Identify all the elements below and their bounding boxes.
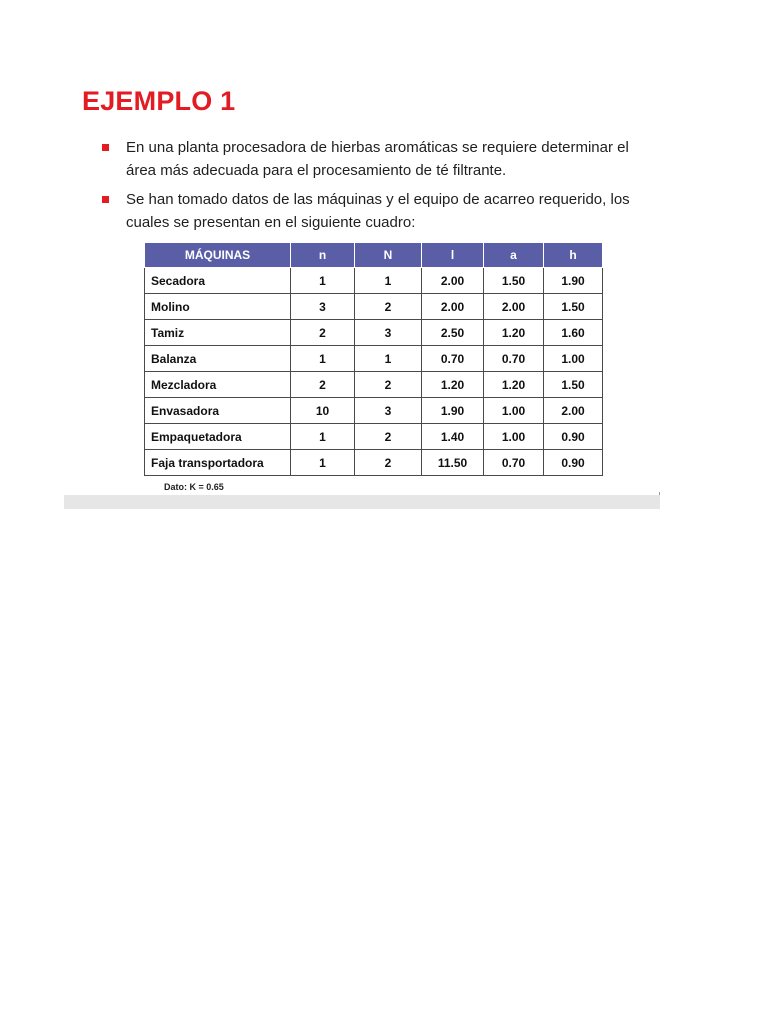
- machine-name-cell: Molino: [145, 294, 291, 320]
- table-cell: 0.90: [544, 450, 603, 476]
- column-header: N: [355, 243, 422, 268]
- bullet-text: Se han tomado datos de las máquinas y el equipo de acarreo requerido, los cuales se presentan en el siguiente cuadro:: [126, 191, 630, 231]
- table-cell: 1: [291, 450, 355, 476]
- table-cell: 1.50: [484, 268, 544, 294]
- slide: [64, 60, 660, 510]
- table-cell: 1: [291, 424, 355, 450]
- table-cell: 1.50: [544, 294, 603, 320]
- table-cell: 1.40: [422, 424, 484, 450]
- column-header: l: [422, 243, 484, 268]
- machine-name-cell: Mezcladora: [145, 372, 291, 398]
- machine-name-cell: Envasadora: [145, 398, 291, 424]
- slide-title: EJEMPLO 1: [82, 86, 236, 116]
- bullet-item: [100, 136, 660, 182]
- square-bullet-icon: [102, 144, 109, 151]
- table-cell: 2: [355, 424, 422, 450]
- table-cell: 0.70: [484, 450, 544, 476]
- table-cell: 2: [291, 320, 355, 346]
- table-cell: 1: [291, 268, 355, 294]
- table-cell: 0.70: [484, 346, 544, 372]
- machine-name-cell: Secadora: [145, 268, 291, 294]
- table-cell: 1.90: [544, 268, 603, 294]
- data-note: Dato: K = 0.65: [164, 482, 224, 492]
- bullet-text: En una planta procesadora de hierbas aromáticas se requiere determinar el área más adecuada para el procesamiento de té filtrante.: [126, 139, 629, 179]
- table-cell: 1.20: [422, 372, 484, 398]
- table-row: [145, 398, 603, 424]
- table-cell: 3: [355, 320, 422, 346]
- table-cell: 0.90: [544, 424, 603, 450]
- table-cell: 2.00: [422, 268, 484, 294]
- machines-table-container: [144, 242, 603, 476]
- table-row: [145, 450, 603, 476]
- table-cell: 2: [355, 294, 422, 320]
- column-header: MÁQUINAS: [145, 243, 291, 268]
- table-cell: 10: [291, 398, 355, 424]
- machine-name-cell: Tamiz: [145, 320, 291, 346]
- table-cell: 1.20: [484, 320, 544, 346]
- table-cell: 3: [291, 294, 355, 320]
- table-cell: 1.50: [544, 372, 603, 398]
- table-cell: 2.00: [484, 294, 544, 320]
- table-cell: 1.60: [544, 320, 603, 346]
- table-cell: 2: [291, 372, 355, 398]
- table-cell: 2: [355, 450, 422, 476]
- table-cell: 1.00: [544, 346, 603, 372]
- table-cell: 2.50: [422, 320, 484, 346]
- table-cell: 1: [355, 268, 422, 294]
- table-row: [145, 268, 603, 294]
- bullet-item: [100, 188, 660, 234]
- square-bullet-icon: [102, 196, 109, 203]
- bullet-list: [100, 136, 660, 240]
- table-header-row: [145, 243, 603, 268]
- column-header: n: [291, 243, 355, 268]
- column-header: h: [544, 243, 603, 268]
- table-row: [145, 372, 603, 398]
- table-cell: 1: [355, 346, 422, 372]
- table-cell: 1.90: [422, 398, 484, 424]
- table-cell: 1.20: [484, 372, 544, 398]
- table-cell: 11.50: [422, 450, 484, 476]
- table-cell: 2.00: [544, 398, 603, 424]
- table-row: [145, 320, 603, 346]
- table-row: [145, 346, 603, 372]
- machine-name-cell: Balanza: [145, 346, 291, 372]
- machines-table: [144, 242, 603, 476]
- table-cell: 3: [355, 398, 422, 424]
- table-cell: 1: [291, 346, 355, 372]
- table-cell: 1.00: [484, 424, 544, 450]
- slide-footer-bar: [64, 495, 660, 509]
- table-cell: 2.00: [422, 294, 484, 320]
- column-header: a: [484, 243, 544, 268]
- machine-name-cell: Empaquetadora: [145, 424, 291, 450]
- table-cell: 2: [355, 372, 422, 398]
- table-cell: 0.70: [422, 346, 484, 372]
- table-row: [145, 294, 603, 320]
- table-cell: 1.00: [484, 398, 544, 424]
- table-row: [145, 424, 603, 450]
- machine-name-cell: Faja transportadora: [145, 450, 291, 476]
